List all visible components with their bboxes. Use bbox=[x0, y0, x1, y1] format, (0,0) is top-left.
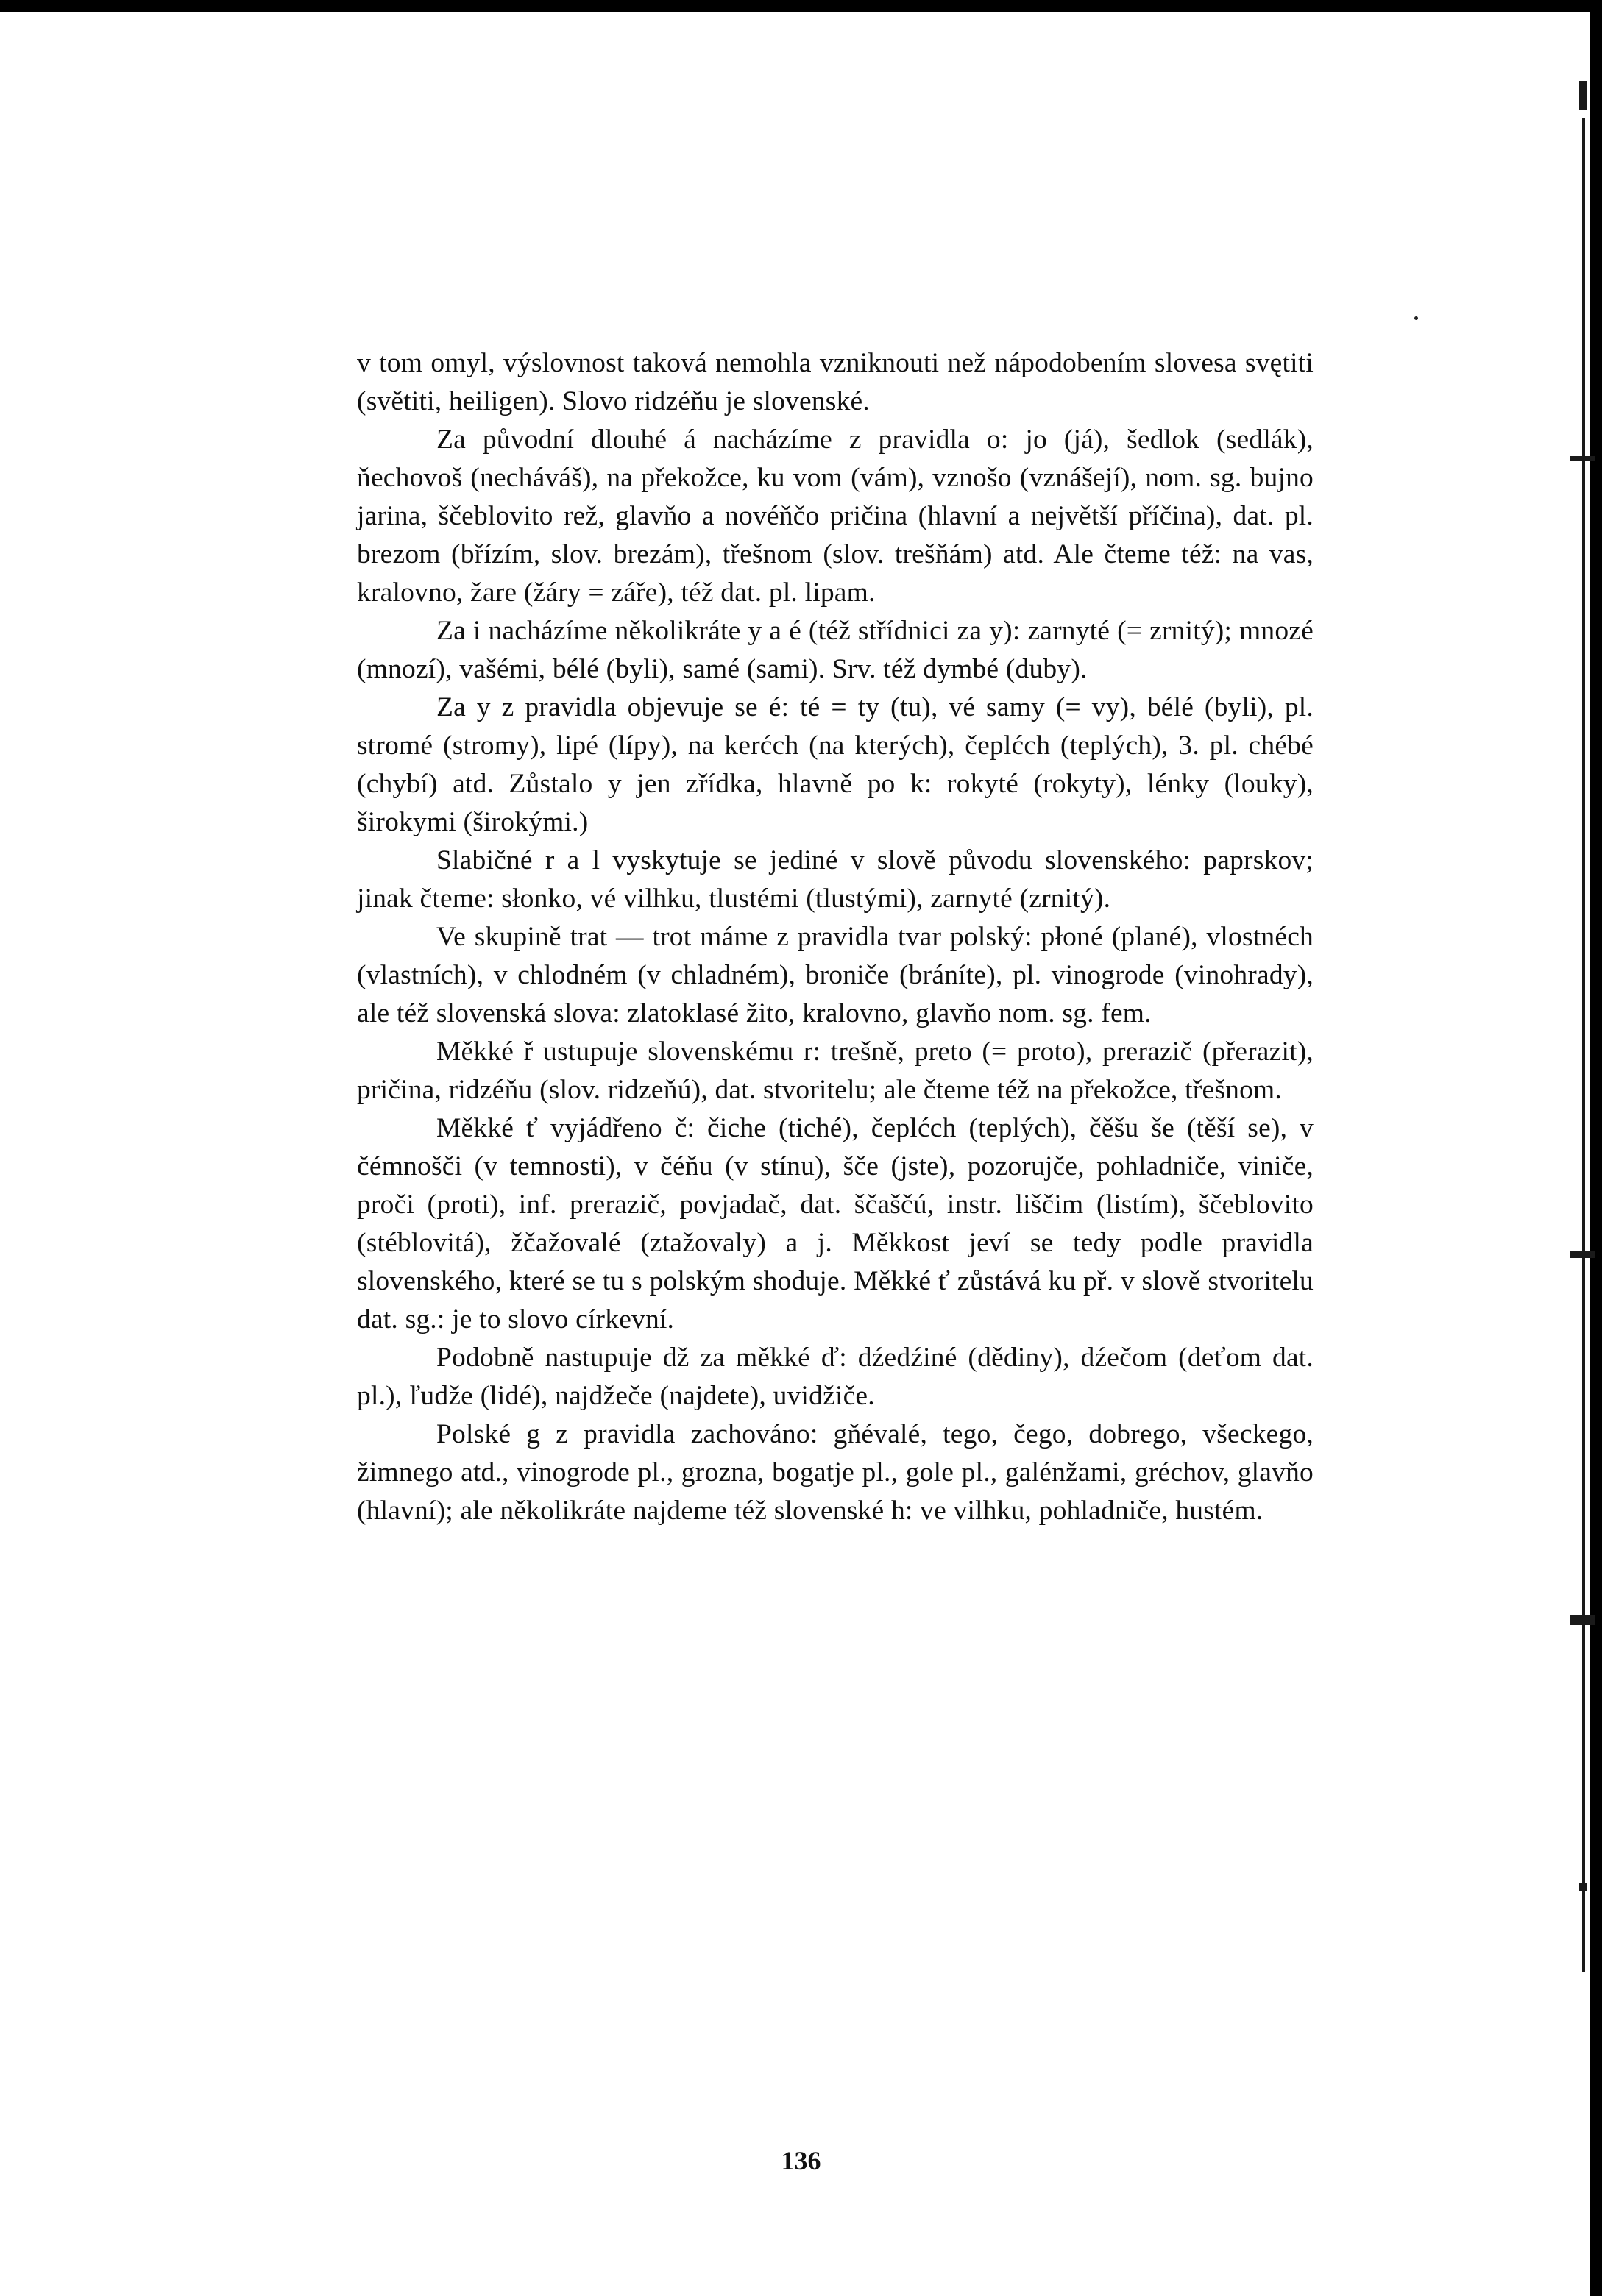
binding-mark bbox=[1570, 1251, 1595, 1258]
paragraph: Podobně nastupuje dž za měkké ď: dźedźiné (dědiny), dźečom (deťom dat. pl.), ľudže (lidé), najdžeče (najdete), uvidžiče. bbox=[357, 1343, 1314, 1411]
page-body bbox=[357, 344, 1314, 1530]
binding-mark bbox=[1579, 1883, 1587, 1891]
binding-mark bbox=[1579, 81, 1587, 110]
paragraph: Měkké ť vyjádřeno č: čiche (tiché), čeplćch (teplých), čěšu še (těší se), v čémnošči (v temnosti), v čéňu (v stínu), šče (jste), pozorujče, pohladniče, viniče, proči (proti), inf. prerazič, povjadač, dat. ščaščú, instr. liščim (listím), ščeblovito (stéblovitá), žčažovalé (ztažovaly) a j. Měkkost jeví se tedy podle pravidla slovenského, které se tu s polským shoduje. Měkké ť zůstává ku př. v slově stvoritelu dat. sg.: je to slovo církevní. bbox=[357, 1113, 1314, 1334]
paragraph: v tom omyl, výslovnost taková nemohla vzniknouti než nápodobením slovesa svętiti (světiti, heiligen). Slovo ridzéňu je slovenské. bbox=[357, 348, 1314, 416]
paragraph: Slabičné r a l vyskytuje se jediné v slově původu slovenského: paprskov; jinak čteme: słonko, vé vilhku, tlustémi (tlustými), zarnyté (zrnitý). bbox=[357, 845, 1314, 914]
paragraph: Polské g z pravidla zachováno: gňévalé, tego, čego, dobrego, všeckego, žimnego atd., vinogrode pl., grozna, bogatje pl., gole pl., galénžami, gréchov, glavňo (hlavní); ale několikráte najdeme též slovenské h: ve vilhku, pohladniče, hustém. bbox=[357, 1419, 1314, 1526]
paragraph: Za y z pravidla objevuje se é: té = ty (tu), vé samy (= vy), bélé (byli), pl. stromé (stromy), lipé (lípy), na kerćch (na kterých), čeplćch (teplých), 3. pl. chébé (chybí) atd. Zůstalo y jen zřídka, hlavně po k: rokyté (rokyty), lénky (louky), širokymi (širokými.) bbox=[357, 692, 1314, 837]
binding-mark bbox=[1570, 1615, 1595, 1625]
scan-right-edge bbox=[1590, 0, 1602, 2296]
binding-mark bbox=[1570, 456, 1595, 461]
binding-line bbox=[1582, 118, 1585, 1972]
page-number: 136 bbox=[781, 2146, 821, 2175]
paragraph: Ve skupině trat — trot máme z pravidla tvar polský: płoné (plané), vlostnéch (vlastních), v chlodném (v chladném), broniče (bráníte), pl. vinogrode (vinohrady), ale též slovenská slova: zlatoklasé žito, kralovno, glavňo nom. sg. fem. bbox=[357, 922, 1314, 1028]
paragraph: Za i nacházíme několikráte y a é (též střídnici za y): zarnyté (= zrnitý); mnozé (mnozí), vašémi, bélé (byli), samé (sami). Srv. též dymbé (duby). bbox=[357, 616, 1314, 684]
scan-speck bbox=[1414, 316, 1418, 320]
paragraph: Za původní dlouhé á nacházíme z pravidla o: jo (já), šedlok (sedlák), ňechovoš (necháváš), na překožce, ku vom (vám), vznošo (vznášejí), nom. sg. bujno jarina, ščeblovito rež, glavňo a novéňčo pričina (hlavní a největší příčina), dat. pl. brezom (břízím, slov. brezám), třešnom (slov. trešňám) atd. Ale čteme též: na vas, kralovno, žare (žáry = záře), též dat. pl. lipam. bbox=[357, 424, 1314, 608]
paragraph: Měkké ř ustupuje slovenskému r: trešně, preto (= proto), prerazič (přerazit), pričina, ridzéňu (slov. ridzeňú), dat. stvoritelu; ale čteme též na překožce, třešnom. bbox=[357, 1037, 1314, 1105]
scan-top-edge bbox=[0, 0, 1602, 12]
